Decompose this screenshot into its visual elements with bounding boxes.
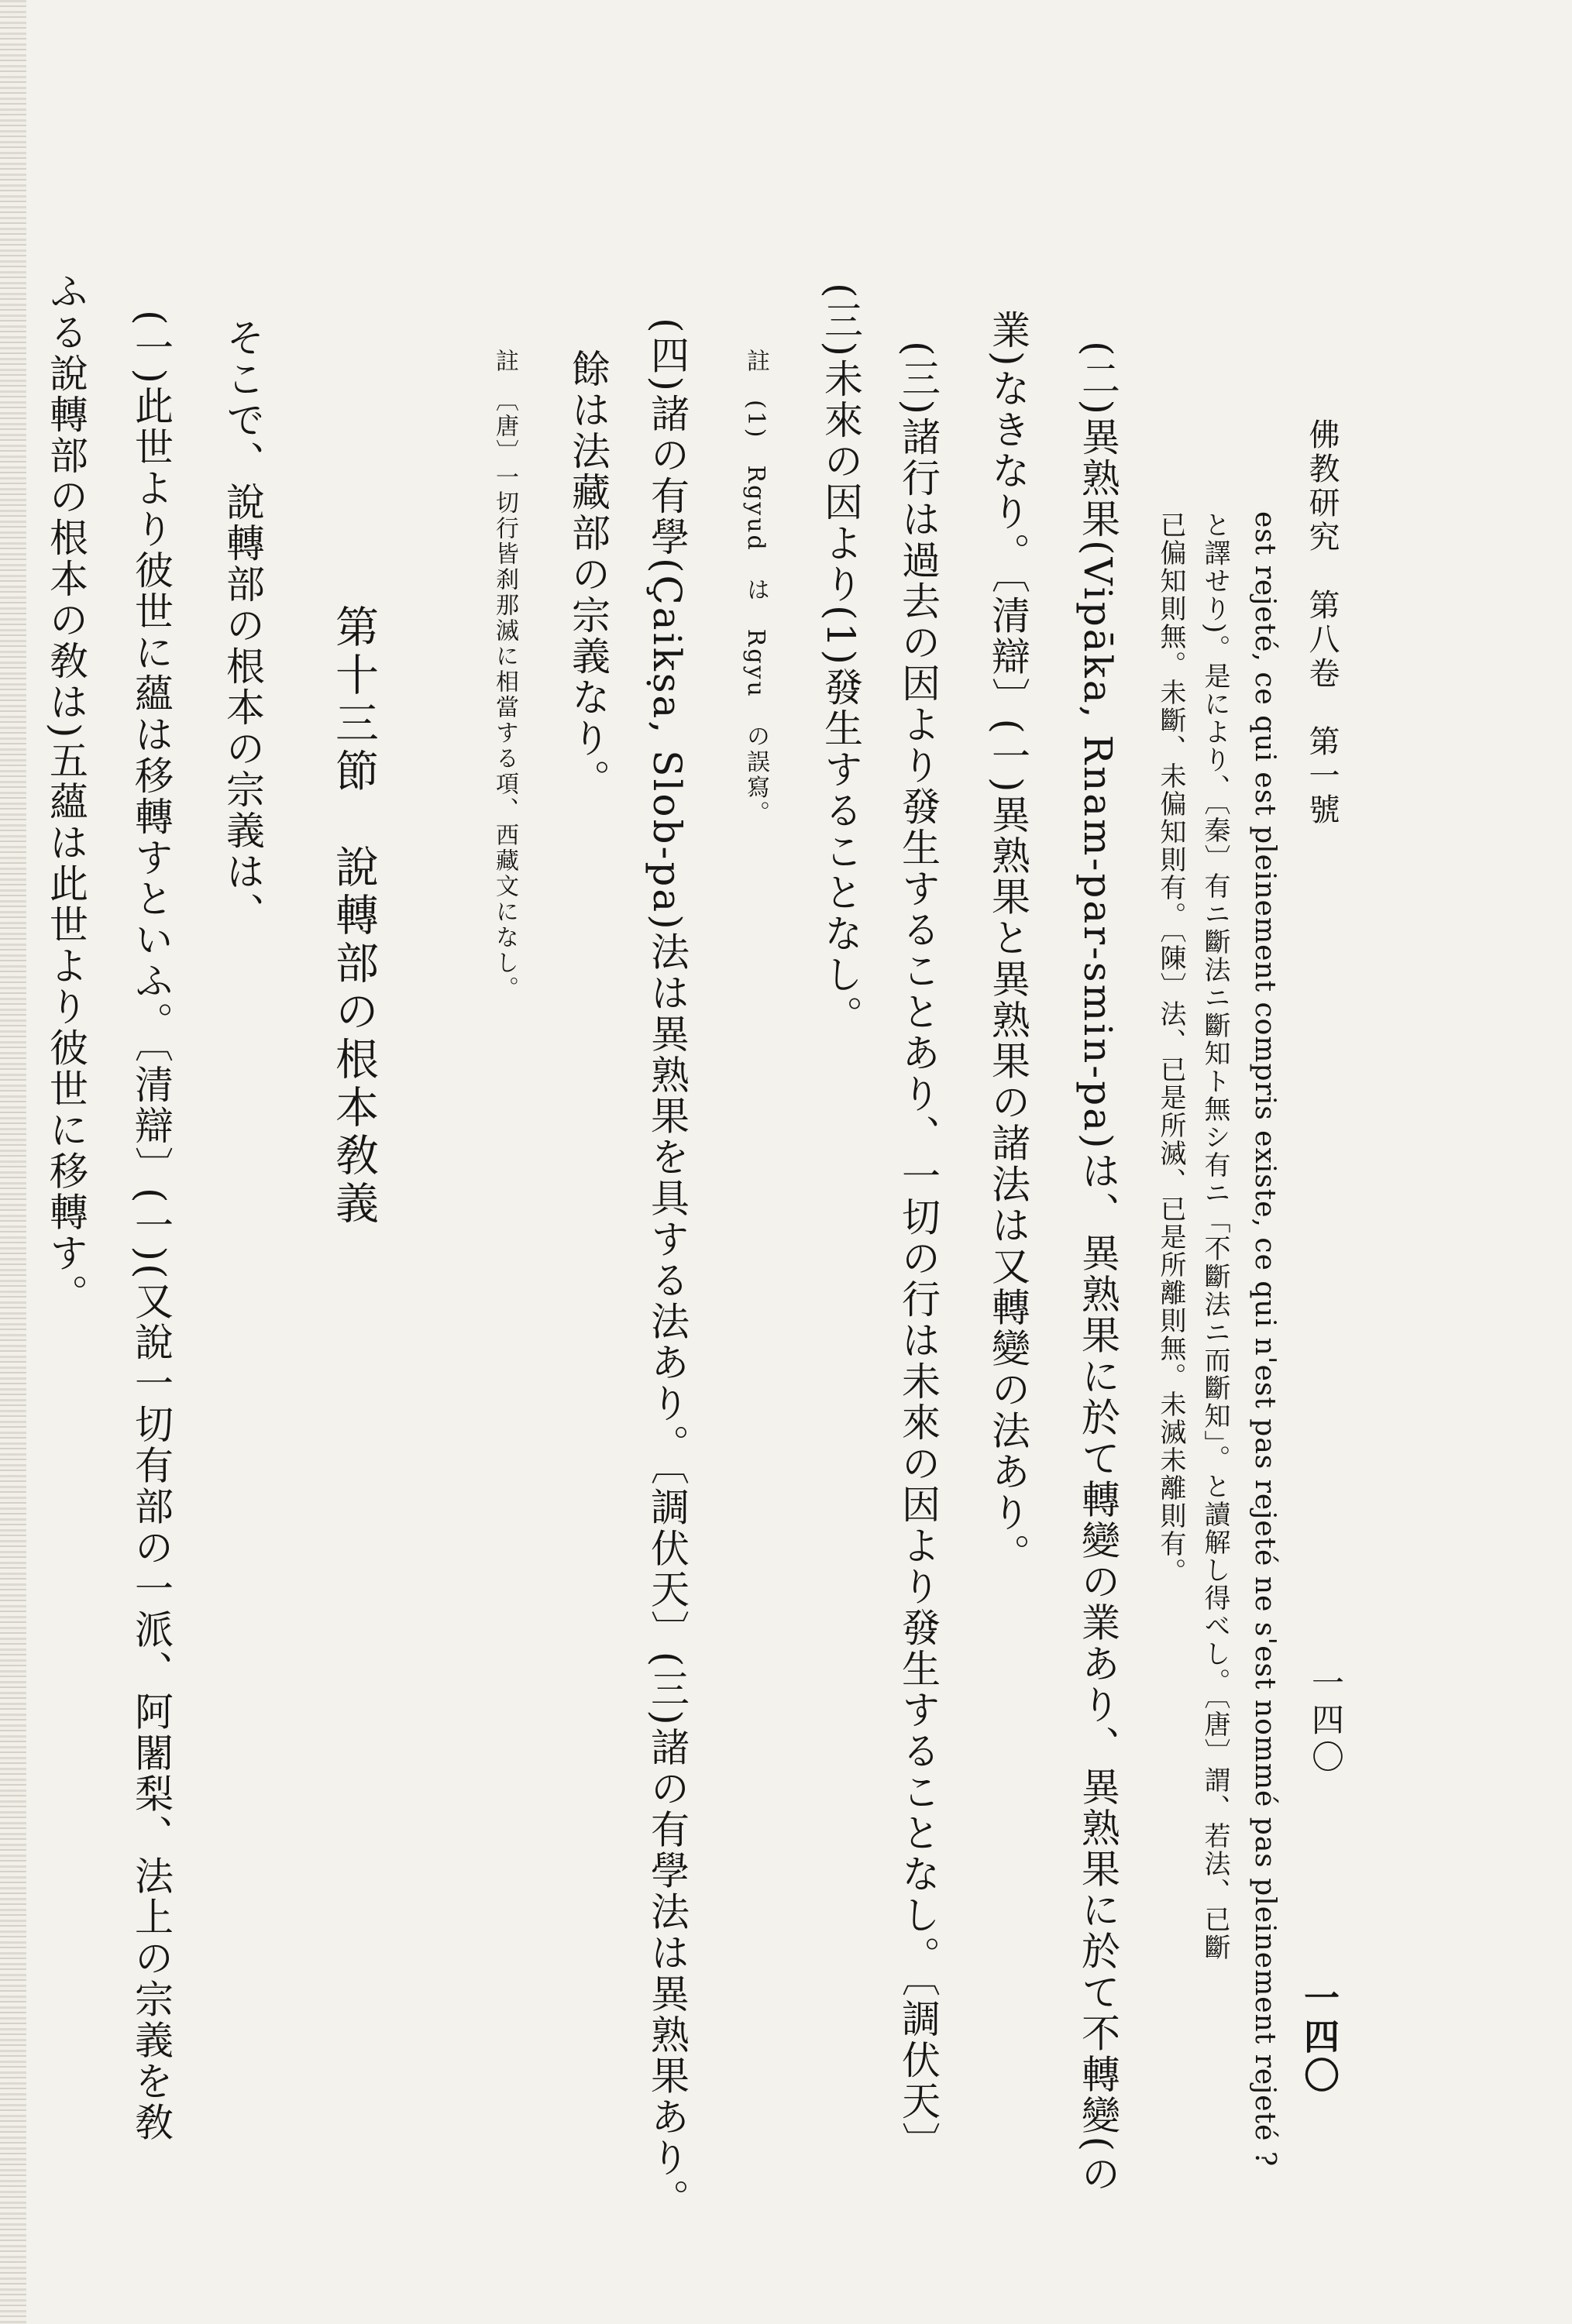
body-line: (三)諸行は過去の因より發生することあり、一切の行は未來の因より發生することなし。〔調伏天〕 (896, 341, 941, 2164)
body-line: (三)未來の因より(1)發生することなし。 (818, 283, 863, 1037)
body-line: (四)諸の有學(Çaikṣa, Slob-pa)法は異熟果を具する法あり。〔調伏天〕(三)諸の有學法は異熟果あり。 (645, 318, 690, 2220)
section-heading: 第十三節 說轉部の根本敎義 (329, 604, 379, 1229)
running-header: 佛教研究 第八卷 第一號 (1304, 418, 1340, 827)
quote-line-3: 已偏知則無。未斷、未偏知則有。〔陳〕法、已是所滅、已是所離則無。未滅未離則有。 (1155, 511, 1186, 1586)
body-line: (一)此世より彼世に蘊は移轉すといふ。〔清辯〕(一)(又說一切有部の一派、阿闍梨、法上の宗義を敎 (129, 310, 174, 2144)
body-line: ふる說轉部の根本の敎は)五蘊は此世より彼世に移轉す。 (43, 271, 88, 1315)
body-line: そこで、說轉部の根本の宗義は、 (220, 318, 265, 933)
quote-line-1: est rejeté, ce qui est pleinement compris existe, ce qui n'est pas rejeté ne s'est nommé pas pleinement rejeté ? (1249, 511, 1281, 2168)
quote-line-2: と譯せり)。是により、〔秦〕有ニ斷法ニ斷知ト無シ有ニ「不斷法ニ而斷知」。と讀解し得べし。〔唐〕謂、若法、已斷 (1199, 511, 1230, 1962)
page-number-stamp: 一四〇 (1299, 1979, 1340, 2095)
scan-edge-shadow (0, 0, 26, 2324)
body-line: (二)異熟果(Vipāka, Rnam-par-smin-pa)は、異熟果に於て轉變の業あり、異熟果に於て不轉變(の (1075, 341, 1120, 2195)
body-line: 業)なきなり。〔清辯〕(一)異熟果と異熟果の諸法は又轉變の法あり。 (986, 310, 1030, 1575)
body-line: 餘は法藏部の宗義なり。 (566, 349, 611, 800)
footnote-line: 註 (1) Rgyud は Rgyu の誤寫。 (742, 349, 769, 827)
page-number: 一四〇 (1307, 1666, 1345, 1777)
footnote-line: 註 〔唐〕一切行皆刹那滅に相當する項、西藏文になし。 (491, 349, 518, 1002)
